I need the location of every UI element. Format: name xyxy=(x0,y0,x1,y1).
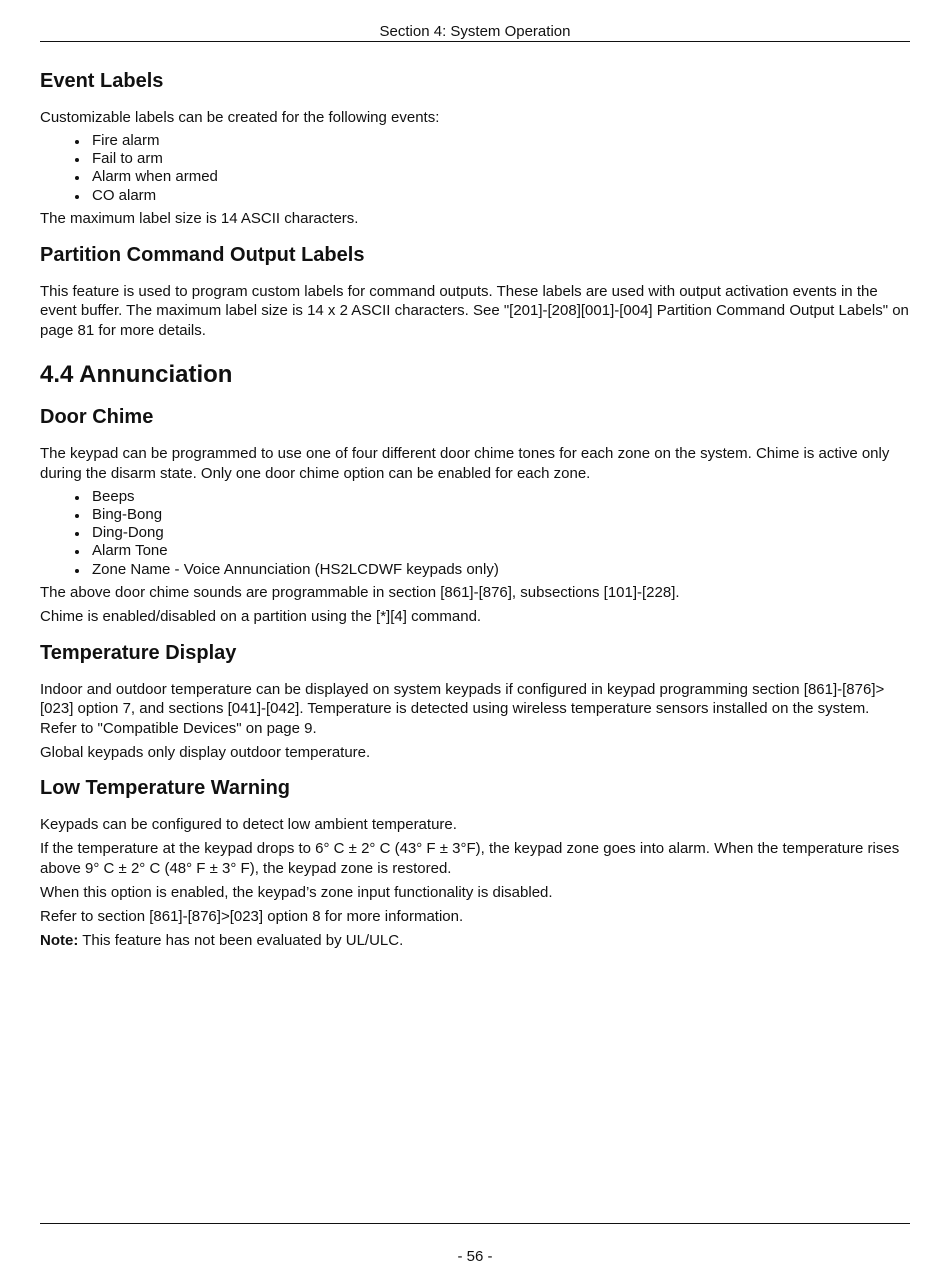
low-temp-note xyxy=(40,931,910,951)
page-header: Section 4: System Operation xyxy=(379,23,571,40)
door-chime-para1: The above door chime sounds are programmable in section [861]-[876], subsections [101]-[228]. xyxy=(40,584,680,602)
partition-labels-body: This feature is used to program custom labels for command outputs. These labels are used with output activation events in the event buffer. The maximum label size is 14 x 2 ASCII characters. See "[201]-[208][001]-[004] Partition Command Output Labels" on page 81 for more details. xyxy=(40,282,909,339)
partition-labels-heading: Partition Command Output Labels xyxy=(40,243,365,266)
list-item: Zone Name - Voice Annunciation (HS2LCDWF keypads only) xyxy=(92,561,910,579)
page-number: - 56 - xyxy=(457,1248,493,1265)
low-temp-para3: When this option is enabled, the keypad’s zone input functionality is disabled. xyxy=(40,883,553,901)
header-divider xyxy=(40,41,910,42)
low-temp-para2: If the temperature at the keypad drops to 6° C ± 2° C (43° F ± 3°F), the keypad zone goes into alarm. When the temperature rises above 9° C ± 2° C (48° F ± 3° F), the keypad zone is restored. xyxy=(40,840,900,877)
temperature-display-para1: Indoor and outdoor temperature can be displayed on system keypads if configured in keypad programming section [861]-[876]>[023] option 7, and sections [041]-[042]. Temperature is detected using wireless temperature sensors installed on the system. Refer to "Compatible Devices" on page 9. xyxy=(40,680,885,737)
door-chime-list xyxy=(40,488,910,579)
event-labels-heading: Event Labels xyxy=(40,70,164,92)
list-item: Alarm Tone xyxy=(92,542,910,560)
low-temp-para1: Keypads can be configured to detect low ambient temperature. xyxy=(40,816,457,834)
list-item: Bing-Bong xyxy=(92,506,910,524)
event-labels-list xyxy=(40,132,910,205)
list-item: Fail to arm xyxy=(92,150,910,168)
temperature-display-para2: Global keypads only display outdoor temperature. xyxy=(40,743,371,761)
page-content xyxy=(40,68,910,955)
annunciation-heading: 4.4 Annunciation xyxy=(40,361,233,389)
event-labels-note: The maximum label size is 14 ASCII characters. xyxy=(40,210,359,228)
temperature-display-heading: Temperature Display xyxy=(40,641,237,664)
event-labels-intro: Customizable labels can be created for the following events: xyxy=(40,109,440,126)
note-text: This feature has not been evaluated by UL/ULC. xyxy=(78,931,404,949)
list-item: Fire alarm xyxy=(92,132,910,150)
door-chime-intro: The keypad can be programmed to use one of four different door chime tones for each zone on the system. Chime is active only during the disarm state. Only one door chime option can be enabled for each zone. xyxy=(40,445,890,482)
low-temp-para4: Refer to section [861]-[876]>[023] option 8 for more information. xyxy=(40,907,464,925)
door-chime-heading: Door Chime xyxy=(40,406,154,429)
list-item: Alarm when armed xyxy=(92,168,910,186)
low-temp-heading: Low Temperature Warning xyxy=(40,777,291,800)
list-item: CO alarm xyxy=(92,187,910,205)
list-item: Beeps xyxy=(92,488,910,506)
footer-divider xyxy=(40,1223,910,1224)
note-label: Note: xyxy=(40,931,79,949)
list-item: Ding-Dong xyxy=(92,524,910,542)
door-chime-para2: Chime is enabled/disabled on a partition using the [*][4] command. xyxy=(40,608,482,626)
